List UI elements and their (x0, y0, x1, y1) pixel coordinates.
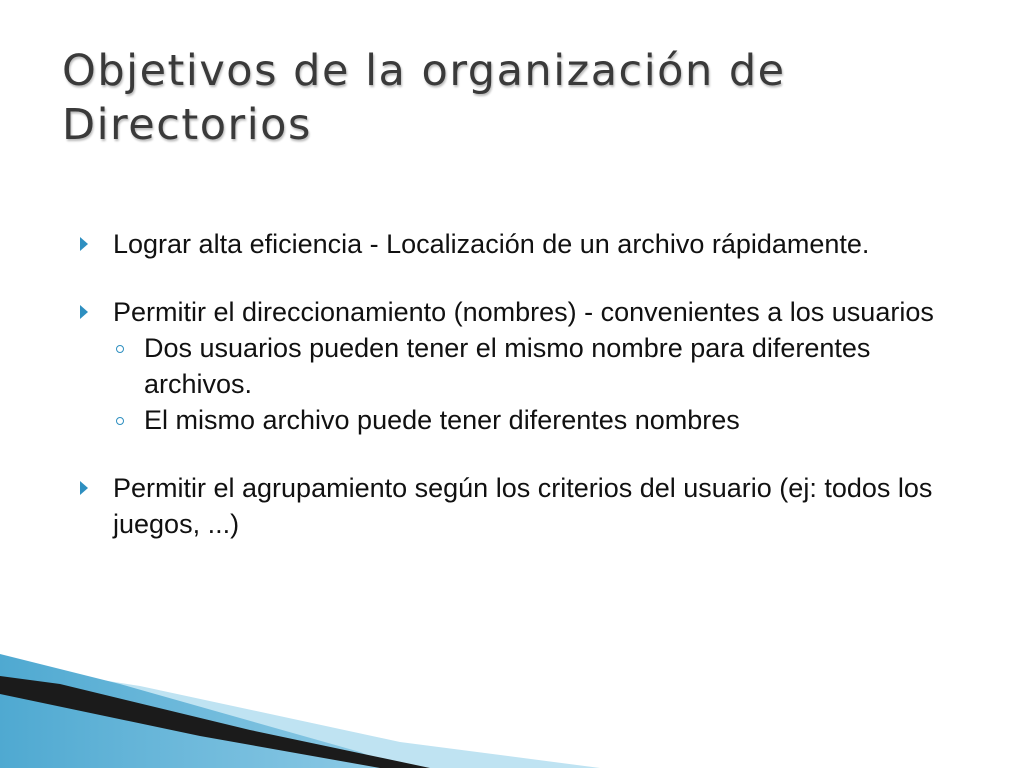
arrow-bullet-icon (80, 481, 88, 495)
arrow-bullet-icon (80, 237, 88, 251)
sub-bullet-text: El mismo archivo puede tener diferentes nombres (144, 405, 740, 435)
bullet-text: Permitir el direccionamiento (nombres) - convenientes a los usuarios (113, 297, 934, 327)
sub-bullet-text: Dos usuarios pueden tener el mismo nombre para diferentes archivos. (144, 333, 871, 399)
sub-bullet-item (116, 330, 980, 402)
decorative-swoosh (0, 648, 620, 768)
bullet-item (80, 470, 980, 542)
slide-title: Objetivos de la organización de Directorios (62, 46, 786, 150)
circle-bullet-icon (116, 345, 124, 353)
bullet-text: Permitir el agrupamiento según los criterios del usuario (ej: todos los juegos, ...) (113, 473, 933, 539)
sub-bullet-item (116, 402, 980, 438)
bullet-list (80, 226, 980, 542)
bullet-item (80, 294, 980, 438)
bullet-item (80, 226, 980, 262)
bullet-text: Lograr alta eficiencia - Localización de un archivo rápidamente. (113, 229, 870, 259)
arrow-bullet-icon (80, 305, 88, 319)
circle-bullet-icon (116, 417, 124, 425)
